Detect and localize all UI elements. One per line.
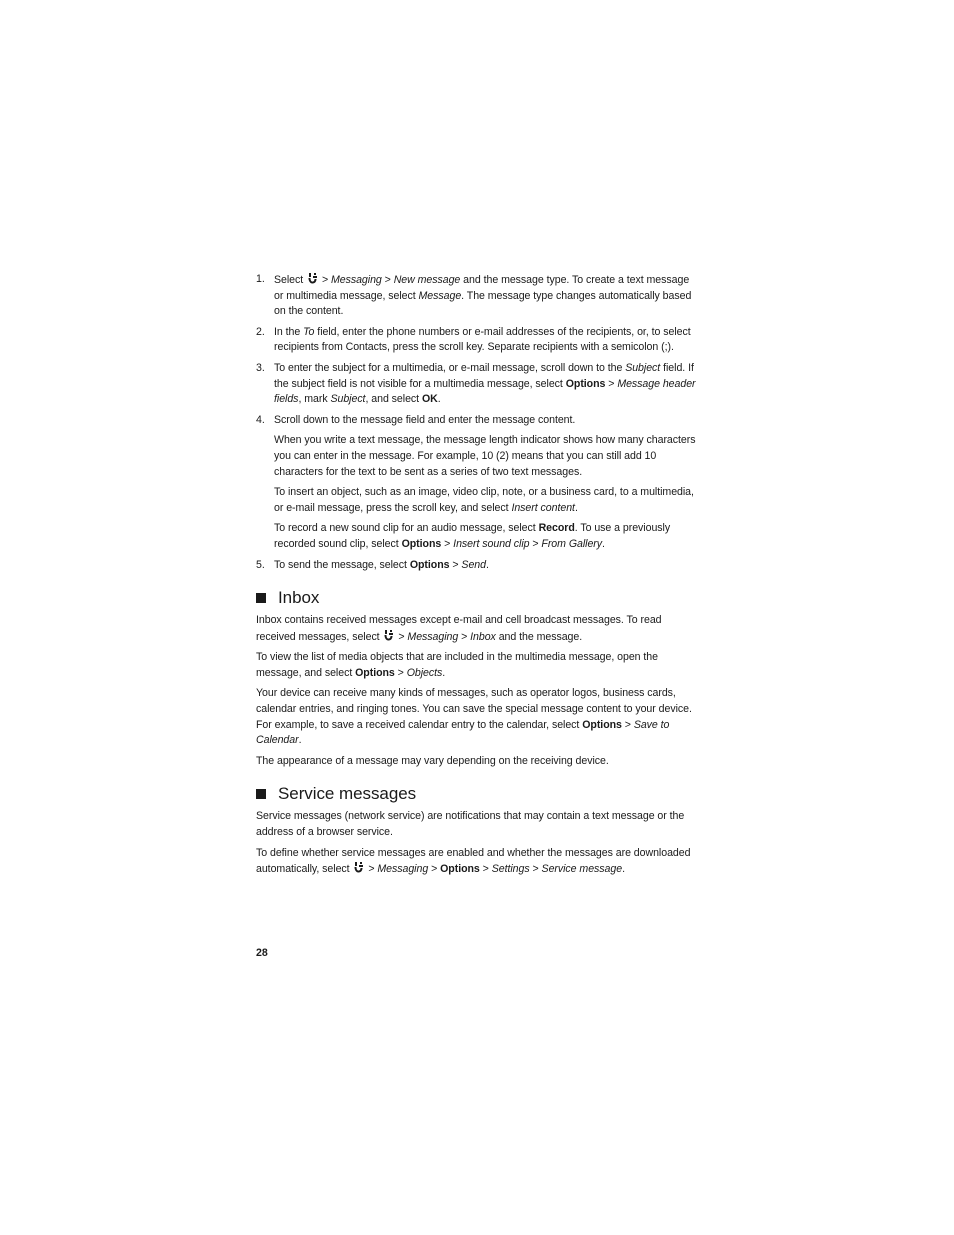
sections-container <box>256 587 698 878</box>
text-run: In the <box>274 325 304 338</box>
text-run: > <box>428 863 441 876</box>
text-run: , and select <box>365 393 422 406</box>
section-heading-text: Service messages <box>278 784 417 804</box>
text-run: Your device can receive many kinds of messages, such as operator logos, business cards, calendar entries, and ringing tones. You can save the special message content to your device. For example, to save a received calendar entry to the calendar, select <box>256 687 692 731</box>
text-run: . The message type changes automatically based on the content. <box>274 289 692 318</box>
step-number: 2. <box>256 325 265 338</box>
step-sub-paragraph <box>274 433 698 480</box>
text-run: , mark <box>298 393 331 406</box>
step-item <box>256 325 698 356</box>
menu-key-icon <box>307 272 318 285</box>
text-run: > <box>381 274 394 286</box>
text-run: . <box>622 863 625 876</box>
text-run: When you write a text message, the message length indicator shows how many characters you can enter in the message. For example, 10 (2) means that you can still add 10 characters for the text to be sent as a series of two text messages. <box>274 434 696 478</box>
text-run: and the message. <box>495 630 583 643</box>
menu-path-term: New message <box>393 274 461 286</box>
section-heading-text: Inbox <box>278 588 320 608</box>
step-text <box>274 272 698 320</box>
softkey-term: Options <box>582 718 622 731</box>
body-paragraph <box>256 613 698 645</box>
step-item <box>256 361 698 408</box>
body-paragraph <box>256 809 698 840</box>
softkey-term: Options <box>440 863 480 876</box>
text-run: Inbox contains received messages except e-mail and cell broadcast messages. To read received messages, select <box>256 614 662 643</box>
menu-key-icon <box>353 861 364 874</box>
text-run: and the message type. To create a text message or multimedia message, select <box>274 274 690 302</box>
text-run: > <box>529 863 542 876</box>
text-run: . <box>574 501 578 514</box>
menu-path-term: Service message <box>541 863 623 876</box>
menu-path-term: Send <box>461 558 486 571</box>
text-run: field, enter the phone numbers or e-mail addresses of the recipients, or, to select recipients from Contacts, press the scroll key. Separate recipients with a semicolon (;). <box>274 325 691 354</box>
document-page <box>256 272 698 883</box>
step-item <box>256 413 698 553</box>
body-paragraph <box>256 686 698 748</box>
menu-path-term: Messaging <box>330 274 382 286</box>
step-number: 4. <box>256 413 265 426</box>
body-paragraph <box>256 650 698 681</box>
page-number: 28 <box>256 947 268 959</box>
text-run: > <box>441 537 454 550</box>
text-run: . <box>485 558 489 571</box>
text-run: To enter the subject for a multimedia, or e-mail message, scroll down to the <box>274 361 626 374</box>
menu-path-term: Messaging <box>377 863 429 876</box>
body-paragraph <box>256 754 698 770</box>
text-run: To send the message, select <box>274 558 410 571</box>
text-run: . <box>602 537 605 550</box>
text-run: field. If the subject field is not visible for a multimedia message, select <box>274 361 694 390</box>
step-text <box>274 558 698 574</box>
step-number: 3. <box>256 361 265 374</box>
step-number: 1. <box>256 273 265 285</box>
step-item <box>256 272 698 320</box>
instruction-steps <box>256 272 698 573</box>
text-run: . <box>298 734 302 747</box>
step-text <box>274 325 698 356</box>
text-run: The appearance of a message may vary depending on the receiving device. <box>256 754 609 767</box>
heading-bullet-icon <box>256 789 266 799</box>
menu-path-term: Save to Calendar <box>256 718 670 747</box>
step-sub-paragraph <box>274 485 698 516</box>
menu-path-term: Insert sound clip <box>453 537 530 550</box>
softkey-term: Options <box>565 377 606 390</box>
section-heading <box>256 587 698 609</box>
step-number: 5. <box>256 558 265 571</box>
step-sub-paragraph <box>274 521 698 552</box>
menu-path-term: Subject <box>625 361 661 374</box>
softkey-term: Options <box>355 666 395 679</box>
menu-path-term: Message <box>418 289 462 302</box>
text-run: Service messages (network service) are notifications that may contain a text message or the address of a browser service. <box>256 810 685 839</box>
text-run: > <box>365 863 378 876</box>
softkey-term: Options <box>409 558 450 571</box>
menu-path-term: Message header fields <box>274 377 696 406</box>
softkey-term: Options <box>401 537 442 550</box>
menu-path-term: To <box>303 325 315 338</box>
text-run: . To use a previously recorded sound clip, select <box>274 522 671 550</box>
menu-path-term: From Gallery <box>541 537 603 550</box>
step-item <box>256 558 698 574</box>
text-run: > <box>479 863 492 876</box>
menu-path-term: Settings <box>491 863 530 876</box>
text-run: > <box>605 377 618 390</box>
text-run: > <box>394 666 407 679</box>
text-run: Select <box>274 274 307 286</box>
softkey-term: OK <box>421 393 438 406</box>
text-run: > <box>621 718 634 731</box>
text-run: . <box>437 393 441 406</box>
step-text <box>274 413 698 429</box>
text-run: . <box>442 666 446 679</box>
step-text <box>274 361 698 408</box>
menu-key-icon <box>383 629 394 642</box>
menu-path-term: Inbox <box>470 630 496 643</box>
text-run: > <box>395 630 408 643</box>
text-run: To view the list of media objects that are included in the multimedia message, open the message, and select <box>256 651 658 679</box>
body-paragraph <box>256 846 698 878</box>
text-run: > <box>458 630 471 643</box>
text-run: Scroll down to the message field and enter the message content. <box>274 413 576 426</box>
text-run: > <box>319 274 331 286</box>
heading-bullet-icon <box>256 593 266 603</box>
section-heading <box>256 783 698 805</box>
text-run: > <box>449 558 462 571</box>
text-run: To insert an object, such as an image, video clip, note, or a business card, to a multimedia, or e-mail message, press the scroll key, and select <box>274 486 694 514</box>
text-run: > <box>529 537 542 550</box>
menu-path-term: Insert content <box>511 501 575 514</box>
text-run: To record a new sound clip for an audio message, select <box>274 522 539 535</box>
menu-path-term: Messaging <box>407 630 459 643</box>
menu-path-term: Subject <box>330 393 366 406</box>
menu-path-term: Objects <box>406 666 443 679</box>
text-run: To define whether service messages are enabled and whether the messages are downloaded automatically, select <box>256 846 691 876</box>
softkey-term: Record <box>538 522 575 535</box>
